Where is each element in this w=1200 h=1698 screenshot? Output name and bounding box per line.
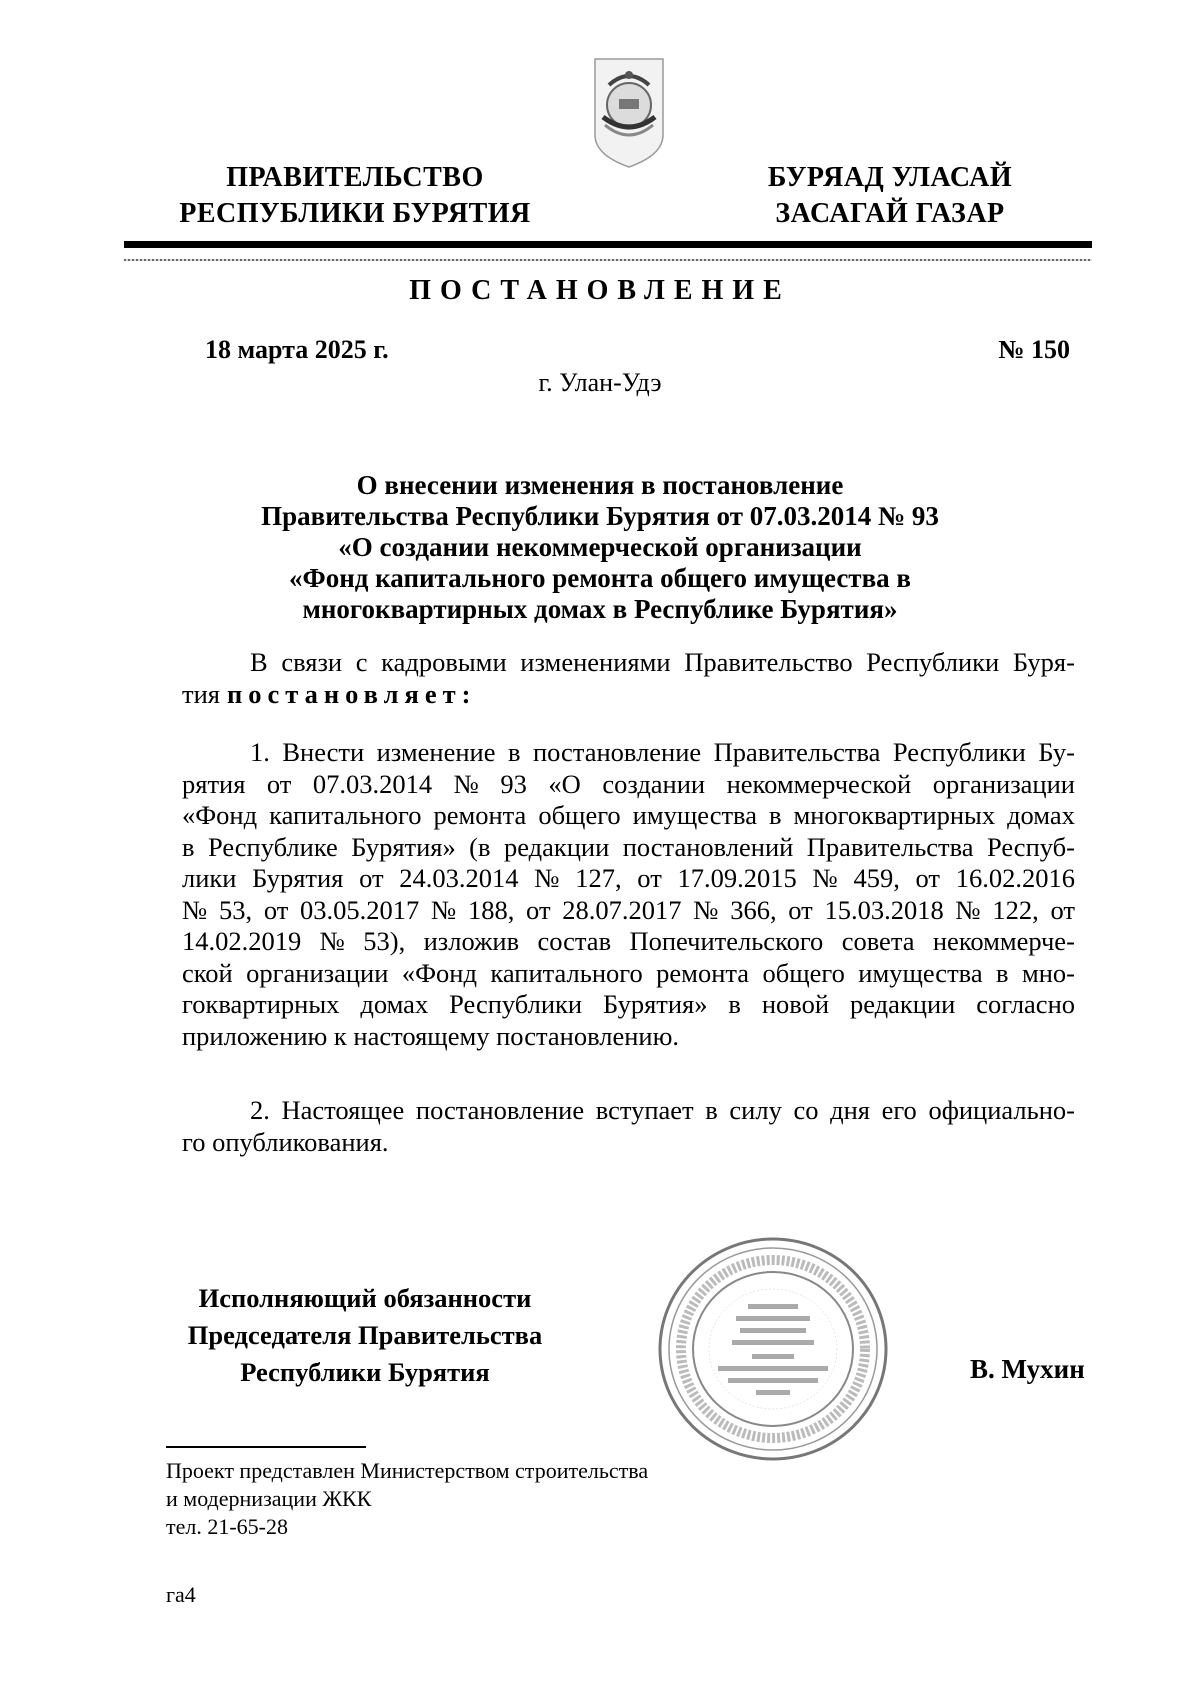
header-government-bua xyxy=(755,160,1025,232)
executor-code: га4 xyxy=(166,1582,196,1607)
paragraph-line: 14.02.2019 № 53), изложив состав Попечительского совета некоммерче- xyxy=(182,926,1075,956)
paragraph-line: приложению к настоящему постановлению. xyxy=(182,1020,680,1051)
document-number: № 150 xyxy=(998,335,1070,364)
paragraph-1 xyxy=(182,737,1075,1052)
footnote xyxy=(166,1457,648,1541)
header-divider-thin xyxy=(124,259,1092,261)
subject-line: «О создании некоммерческой организации xyxy=(338,532,862,562)
preamble-line: В связи с кадровыми изменениями Правительство Республики Буря- xyxy=(250,647,1075,677)
paragraph-line: гоквартирных домах Республики Бурятия» в новой редакции согласно xyxy=(182,989,1075,1019)
paragraph-line: № 53, от 03.05.2017 № 188, от 28.07.2017 № 366, от 15.03.2018 № 122, от xyxy=(182,894,1075,925)
document-type: ПОСТАНОВЛЕНИЕ xyxy=(409,275,791,306)
header-left-line2: РЕСПУБЛИКИ БУРЯТИЯ xyxy=(179,198,531,229)
document-date: 18 марта 2025 г. xyxy=(205,335,389,364)
document-subject xyxy=(200,470,1000,625)
paragraph-line: лики Бурятия от 24.03.2014 № 127, от 17.09.2015 № 459, от 16.02.2016 xyxy=(182,863,1075,893)
subject-line: «Фонд капитального ремонта общего имущества в xyxy=(289,563,911,593)
paragraph-line: 1. Внести изменение в постановление Правительства Республики Бу- xyxy=(250,737,1075,767)
subject-line: О внесении изменения в постановление xyxy=(356,470,844,500)
footnote-line: Проект представлен Министерством строительства xyxy=(166,1458,649,1483)
header-right-line2: ЗАСАГАЙ ГАЗАР xyxy=(775,198,1005,229)
paragraph-line: 2. Настоящее постановление вступает в силу со дня его официально- xyxy=(250,1095,1075,1125)
signatory-title-line: Председателя Правительства xyxy=(187,1320,543,1350)
official-seal-icon xyxy=(656,1236,890,1463)
document-city: г. Улан-Удэ xyxy=(538,368,662,397)
paragraph-line: «Фонд капитального ремонта общего имущества в многоквартирных домах xyxy=(182,800,1075,830)
paragraph-line: в Республике Бурятия» (в редакции постановлений Правительства Респуб- xyxy=(182,831,1075,862)
paragraph-line: го опубликования. xyxy=(182,1126,389,1157)
preamble xyxy=(182,647,1075,710)
preamble-line xyxy=(182,679,1075,711)
buryatia-coat-of-arms-icon xyxy=(591,55,667,170)
subject-line: Правительства Республики Бурятия от 07.03.2014 № 93 xyxy=(261,501,939,531)
preamble-line-start: тия xyxy=(182,678,220,709)
header-right-line1: БУРЯАД УЛАСАЙ xyxy=(767,162,1013,193)
signatory-title-line: Исполняющий обязанности xyxy=(198,1283,532,1313)
paragraph-line: ской организации «Фонд капитального ремонта общего имущества в мно- xyxy=(182,957,1075,988)
subject-line: многоквартирных домах в Республике Бурятия» xyxy=(302,594,898,624)
header-left-line1: ПРАВИТЕЛЬСТВО xyxy=(226,162,484,193)
paragraph-line: рятия от 07.03.2014 № 93 «О создании некоммерческой организации xyxy=(182,768,1075,799)
footnote-divider xyxy=(166,1446,366,1448)
header-government-ru xyxy=(175,160,535,232)
decree-word: постановляет: xyxy=(226,678,477,709)
paragraph-2 xyxy=(182,1095,1075,1158)
signatory-name: В. Мухин xyxy=(970,1354,1085,1384)
signatory-title xyxy=(150,1280,580,1391)
header-divider-thick xyxy=(124,241,1092,248)
signatory-title-line: Республики Бурятия xyxy=(240,1357,490,1387)
footnote-line: тел. 21-65-28 xyxy=(166,1514,289,1539)
footnote-line: и модернизации ЖКК xyxy=(166,1486,372,1511)
